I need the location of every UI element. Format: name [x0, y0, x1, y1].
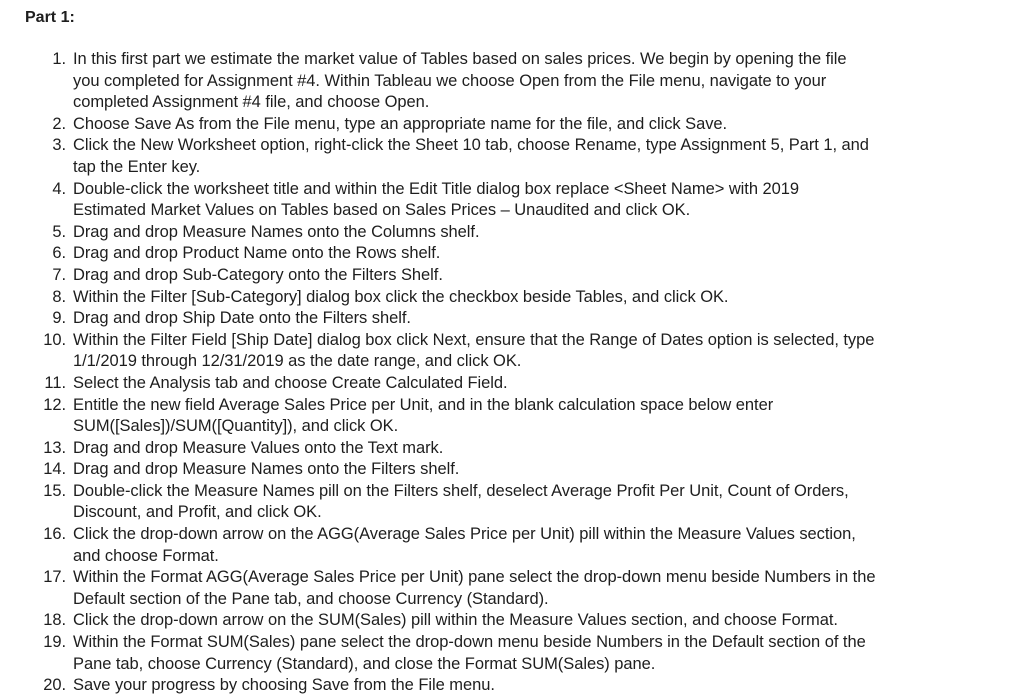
instruction-step [0, 330, 1010, 373]
step-text-line: Within the Filter Field [Ship Date] dialog box click Next, ensure that the Range of Dates option is selected, type [73, 330, 875, 349]
step-text-line: 1/1/2019 through 12/31/2019 as the date range, and click OK. [73, 352, 522, 371]
step-text-line: Drag and drop Sub-Category onto the Filters Shelf. [73, 265, 443, 284]
step-text-line: SUM([Sales])/SUM([Quantity]), and click OK. [73, 417, 399, 436]
instruction-step [0, 481, 1010, 524]
step-text-line: Drag and drop Measure Values onto the Text mark. [73, 438, 444, 457]
step-text-line: Discount, and Profit, and click OK. [73, 503, 322, 522]
step-number: 14. [43, 460, 66, 479]
step-text-line: Save your progress by choosing Save from the File menu. [73, 676, 495, 695]
step-text-line: completed Assignment #4 file, and choose Open. [73, 93, 430, 112]
step-number: 5. [52, 222, 66, 241]
step-text-line: you completed for Assignment #4. Within Tableau we choose Open from the File menu, navigate to your [73, 71, 827, 90]
step-number: 13. [43, 438, 66, 457]
step-text-line: Drag and drop Product Name onto the Rows shelf. [73, 244, 441, 263]
step-number: 3. [52, 136, 66, 155]
instruction-step [0, 135, 1010, 178]
step-text-line: Default section of the Pane tab, and choose Currency (Standard). [73, 589, 549, 608]
instruction-step [0, 114, 1010, 136]
step-text-line: Click the drop-down arrow on the SUM(Sales) pill within the Measure Values section, and choose Format. [73, 611, 838, 630]
instruction-step [0, 49, 1010, 114]
step-number: 1. [52, 50, 66, 68]
instruction-list [0, 49, 1010, 697]
instruction-step [0, 222, 1010, 244]
step-number: 2. [52, 114, 66, 133]
step-number: 16. [43, 525, 66, 544]
step-text-line: Estimated Market Values on Tables based on Sales Prices – Unaudited and click OK. [73, 201, 691, 220]
instruction-step [0, 567, 1010, 610]
step-text-line: Choose Save As from the File menu, type an appropriate name for the file, and click Save. [73, 114, 728, 133]
step-number: 7. [52, 265, 66, 284]
step-text-line: Click the drop-down arrow on the AGG(Average Sales Price per Unit) pill within the Measure Values section, [73, 525, 856, 544]
step-number: 9. [52, 309, 66, 328]
step-text-line: In this first part we estimate the market value of Tables based on sales prices. We begin by opening the file [73, 50, 847, 68]
instruction-step [0, 287, 1010, 309]
instruction-step [0, 459, 1010, 481]
step-text-line: Select the Analysis tab and choose Create Calculated Field. [73, 373, 508, 392]
step-number: 18. [43, 611, 66, 630]
instruction-step [0, 243, 1010, 265]
step-number: 4. [52, 179, 66, 198]
instruction-step [0, 438, 1010, 460]
instruction-step [0, 524, 1010, 567]
step-text-line: Double-click the Measure Names pill on the Filters shelf, deselect Average Profit Per Unit, Count of Orders, [73, 481, 849, 500]
step-number: 12. [43, 395, 66, 414]
step-text-line: Drag and drop Measure Names onto the Filters shelf. [73, 460, 460, 479]
instruction-step [0, 308, 1010, 330]
step-text-line: Click the New Worksheet option, right-click the Sheet 10 tab, choose Rename, type Assignment 5, Part 1, and [73, 136, 869, 155]
step-text-line: and choose Format. [73, 546, 219, 565]
instruction-step [0, 265, 1010, 287]
step-text-line: Entitle the new field Average Sales Price per Unit, and in the blank calculation space below enter [73, 395, 774, 414]
step-text-line: Within the Format SUM(Sales) pane select the drop-down menu beside Numbers in the Default section of the [73, 633, 866, 652]
step-number: 8. [52, 287, 66, 306]
instruction-step [0, 632, 1010, 675]
step-number: 20. [43, 676, 66, 695]
step-text-line: Pane tab, choose Currency (Standard), and close the Format SUM(Sales) pane. [73, 654, 656, 673]
instruction-step [0, 395, 1010, 438]
step-number: 17. [43, 568, 66, 587]
step-text-line: Double-click the worksheet title and within the Edit Title dialog box replace <Sheet Name> with 2019 [73, 179, 799, 198]
instruction-step [0, 675, 1010, 697]
step-text-line: Within the Format AGG(Average Sales Price per Unit) pane select the drop-down menu beside Numbers in the [73, 568, 876, 587]
section-heading: Part 1: [25, 9, 75, 26]
step-text-line: Drag and drop Ship Date onto the Filters shelf. [73, 309, 411, 328]
step-number: 6. [52, 244, 66, 263]
step-text-line: Within the Filter [Sub-Category] dialog box click the checkbox beside Tables, and click OK. [73, 287, 729, 306]
instruction-step [0, 610, 1010, 632]
step-number: 10. [43, 330, 66, 349]
step-number: 15. [43, 481, 66, 500]
step-text-line: tap the Enter key. [73, 157, 201, 176]
instruction-step [0, 179, 1010, 222]
step-number: 11. [44, 373, 66, 392]
step-text-line: Drag and drop Measure Names onto the Columns shelf. [73, 222, 480, 241]
step-number: 19. [43, 633, 66, 652]
instruction-step [0, 373, 1010, 395]
